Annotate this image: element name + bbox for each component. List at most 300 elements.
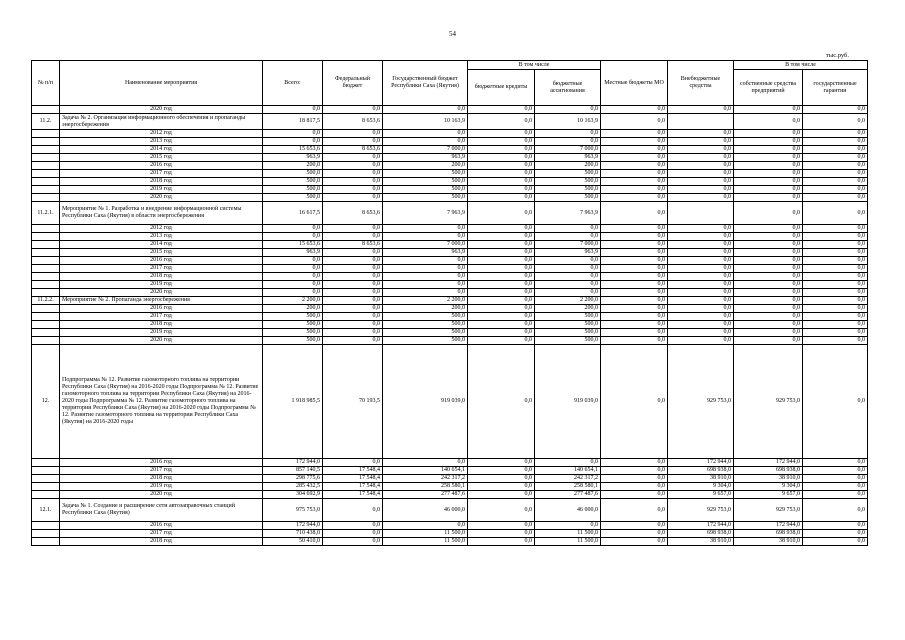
value-cell: 0,0 [263,233,323,241]
value-cell: 0,0 [535,233,601,241]
value-cell: 172 944,0 [734,459,803,467]
item-number [32,162,60,170]
page-number: 54 [449,30,456,38]
value-cell: 0,0 [734,194,803,202]
value-cell: 0,0 [601,281,668,289]
item-number [32,170,60,178]
value-cell: 38 910,0 [668,475,734,483]
value-cell: 0,0 [803,138,868,146]
value-cell: 0,0 [803,130,868,138]
item-row [32,499,868,522]
item-number [32,146,60,154]
value-cell: 0,0 [734,106,803,114]
value-cell: 0,0 [535,138,601,146]
value-cell [668,202,734,225]
item-row [32,202,868,225]
year-row [32,321,868,329]
value-cell: 2 200,0 [383,297,468,305]
year-label: 2018 год [60,538,263,546]
value-cell: 9 304,0 [734,483,803,491]
value-cell: 0,0 [323,106,383,114]
value-cell: 0,0 [468,522,535,530]
item-number [32,289,60,297]
value-cell: 0,0 [803,305,868,313]
value-cell: 0,0 [601,297,668,305]
value-cell: 0,0 [803,522,868,530]
value-cell: 963,9 [383,249,468,257]
value-cell: 0,0 [668,178,734,186]
value-cell: 0,0 [323,194,383,202]
value-cell: 0,0 [668,265,734,273]
value-cell: 18 817,5 [263,114,323,130]
value-cell: 11 500,0 [535,538,601,546]
value-cell: 0,0 [468,154,535,162]
year-label: 2019 год [60,483,263,491]
value-cell: 0,0 [734,321,803,329]
year-row [32,138,868,146]
value-cell: 0,0 [323,297,383,305]
value-cell: 500,0 [263,194,323,202]
value-cell: 8 653,6 [323,202,383,225]
value-cell: 0,0 [668,289,734,297]
value-cell: 7 000,0 [535,146,601,154]
value-cell: 0,0 [263,130,323,138]
value-cell: 17 548,4 [323,467,383,475]
year-label: 2013 год [60,233,263,241]
year-label: 2017 год [60,467,263,475]
value-cell: 0,0 [323,313,383,321]
value-cell: 0,0 [263,265,323,273]
value-cell: 0,0 [734,225,803,233]
header-regional: Государственный бюджет Республики Саха (Якутия) [383,61,468,106]
value-cell: 11 500,0 [535,530,601,538]
value-cell: 963,9 [263,249,323,257]
year-row [32,225,868,233]
value-cell: 0,0 [535,265,601,273]
value-cell: 0,0 [803,194,868,202]
item-name: Мероприятие № 2. Пропаганда энергосбережения [60,297,263,305]
value-cell: 0,0 [468,345,535,459]
value-cell: 0,0 [535,106,601,114]
value-cell: 0,0 [803,467,868,475]
value-cell: 698 938,0 [668,530,734,538]
value-cell: 0,0 [668,186,734,194]
value-cell: 0,0 [803,178,868,186]
value-cell: 0,0 [734,297,803,305]
year-label: 2020 год [60,289,263,297]
value-cell: 500,0 [535,178,601,186]
value-cell: 500,0 [535,194,601,202]
value-cell: 0,0 [323,170,383,178]
value-cell: 0,0 [668,170,734,178]
item-number [32,475,60,483]
value-cell: 7 000,0 [383,241,468,249]
value-cell: 0,0 [601,483,668,491]
item-number [32,106,60,114]
header-num: № п/п [32,61,60,106]
item-number [32,194,60,202]
year-label: 2018 год [60,273,263,281]
header-budget-allocations: бюджетные ассигнования [535,70,601,106]
value-cell: 0,0 [323,273,383,281]
value-cell: 11 500,0 [383,530,468,538]
value-cell: 0,0 [468,483,535,491]
value-cell: 0,0 [734,170,803,178]
value-cell: 0,0 [383,225,468,233]
value-cell: 929 753,0 [668,345,734,459]
year-label: 2014 год [60,146,263,154]
value-cell: 0,0 [734,249,803,257]
value-cell: 0,0 [323,265,383,273]
year-row [32,162,868,170]
value-cell: 0,0 [734,178,803,186]
year-row [32,491,868,499]
value-cell: 0,0 [803,499,868,522]
value-cell: 0,0 [601,273,668,281]
value-cell: 0,0 [803,225,868,233]
value-cell: 0,0 [468,459,535,467]
item-number [32,321,60,329]
year-row [32,233,868,241]
value-cell: 9 657,0 [668,491,734,499]
value-cell: 7 963,9 [535,202,601,225]
value-cell: 0,0 [383,281,468,289]
value-cell: 277 487,6 [535,491,601,499]
value-cell: 38 910,0 [668,538,734,546]
item-number: 12.1. [32,499,60,522]
value-cell: 0,0 [601,233,668,241]
value-cell: 0,0 [601,321,668,329]
item-number [32,522,60,530]
value-cell: 0,0 [803,345,868,459]
year-row [32,467,868,475]
value-cell: 285 432,5 [263,483,323,491]
value-cell: 0,0 [803,257,868,265]
value-cell: 0,0 [468,538,535,546]
value-cell: 963,9 [383,154,468,162]
value-cell: 0,0 [668,273,734,281]
value-cell: 0,0 [468,289,535,297]
item-number [32,491,60,499]
value-cell: 698 938,0 [734,530,803,538]
year-row [32,475,868,483]
value-cell: 0,0 [383,459,468,467]
value-cell: 0,0 [535,289,601,297]
value-cell: 0,0 [263,289,323,297]
value-cell: 0,0 [803,281,868,289]
header-federal: Федеральный бюджет [323,61,383,106]
value-cell: 1 918 985,5 [263,345,323,459]
value-cell: 0,0 [383,233,468,241]
value-cell: 242 317,2 [383,475,468,483]
year-label: 2017 год [60,170,263,178]
year-row [32,281,868,289]
value-cell: 0,0 [263,281,323,289]
value-cell: 0,0 [468,225,535,233]
value-cell: 304 692,9 [263,491,323,499]
header-incl-2: В том числе [734,61,868,70]
value-cell: 0,0 [263,106,323,114]
value-cell: 0,0 [668,106,734,114]
value-cell: 0,0 [803,249,868,257]
year-row [32,146,868,154]
value-cell: 0,0 [601,345,668,459]
value-cell: 0,0 [468,273,535,281]
value-cell: 0,0 [323,257,383,265]
value-cell: 0,0 [668,130,734,138]
value-cell: 919 039,0 [383,345,468,459]
value-cell: 929 753,0 [668,499,734,522]
value-cell: 0,0 [803,459,868,467]
value-cell: 0,0 [601,491,668,499]
value-cell: 0,0 [668,321,734,329]
item-row [32,297,868,305]
item-name: Подпрограмма № 12. Развитие газомоторного топлива на территории Республики Саха (Якутия) на 2016-2020 годы Подпрограмма № 12. Развитие газомоторного топлива на территории Республики Саха (Якутия) на 2016-2020 годы Подпрограмма № 12. Развитие газомоторного топлива на территории Республики Саха (Якутия) на 2016-2020 годы Подпрограмма № 12. Развитие газомоторного топлива на территории Республики Саха (Якутия) на 2016-2020 годы [60,345,263,459]
value-cell: 0,0 [803,146,868,154]
value-cell: 0,0 [383,273,468,281]
value-cell: 0,0 [468,530,535,538]
value-cell: 500,0 [383,313,468,321]
item-number [32,138,60,146]
value-cell: 0,0 [803,329,868,337]
header-local: Местные бюджеты МО [601,61,668,106]
year-label: 2018 год [60,321,263,329]
value-cell: 0,0 [323,249,383,257]
value-cell: 0,0 [803,530,868,538]
item-number [32,154,60,162]
value-cell: 17 548,4 [323,483,383,491]
value-cell: 0,0 [468,467,535,475]
value-cell: 70 193,5 [323,345,383,459]
value-cell: 0,0 [803,538,868,546]
value-cell: 0,0 [601,459,668,467]
value-cell: 0,0 [601,257,668,265]
year-row [32,522,868,530]
value-cell: 0,0 [383,522,468,530]
value-cell: 0,0 [323,337,383,345]
value-cell: 0,0 [468,194,535,202]
value-cell: 242 317,2 [535,475,601,483]
value-cell: 10 163,9 [383,114,468,130]
value-cell: 277 487,6 [383,491,468,499]
table-body [32,106,868,546]
header-total: Всего: [263,61,323,106]
value-cell: 929 753,0 [734,345,803,459]
value-cell: 0,0 [468,321,535,329]
year-label: 2019 год [60,281,263,289]
year-label: 2012 год [60,130,263,138]
year-label: 2012 год [60,225,263,233]
item-number [32,265,60,273]
value-cell: 2 200,0 [263,297,323,305]
value-cell: 0,0 [803,170,868,178]
year-row [32,337,868,345]
value-cell: 0,0 [803,297,868,305]
value-cell: 0,0 [601,499,668,522]
value-cell: 0,0 [668,337,734,345]
year-row [32,265,868,273]
value-cell: 0,0 [468,202,535,225]
year-row [32,154,868,162]
header-own-funds: собственные средства предприятий [734,70,803,106]
value-cell: 0,0 [668,329,734,337]
value-cell: 0,0 [323,305,383,313]
value-cell: 0,0 [734,138,803,146]
year-label: 2018 год [60,178,263,186]
value-cell: 0,0 [803,114,868,130]
units-label: тыс.руб. [826,52,849,59]
year-row [32,273,868,281]
value-cell: 0,0 [535,130,601,138]
item-number [32,313,60,321]
value-cell: 0,0 [323,522,383,530]
value-cell: 0,0 [468,241,535,249]
value-cell: 0,0 [383,265,468,273]
year-label: 2016 год [60,257,263,265]
value-cell: 0,0 [803,289,868,297]
value-cell: 172 944,0 [263,459,323,467]
year-label: 2019 год [60,186,263,194]
year-label: 2020 год [60,491,263,499]
value-cell: 0,0 [668,154,734,162]
value-cell: 0,0 [468,305,535,313]
value-cell: 0,0 [601,475,668,483]
value-cell: 200,0 [383,305,468,313]
item-number [32,281,60,289]
value-cell: 0,0 [668,194,734,202]
value-cell: 0,0 [734,289,803,297]
value-cell: 0,0 [468,106,535,114]
value-cell: 0,0 [383,257,468,265]
value-cell: 0,0 [323,321,383,329]
value-cell: 258 580,1 [535,483,601,491]
value-cell: 0,0 [468,475,535,483]
value-cell: 0,0 [601,530,668,538]
item-number [32,538,60,546]
value-cell: 0,0 [668,225,734,233]
value-cell: 0,0 [468,499,535,522]
item-number [32,233,60,241]
value-cell: 0,0 [263,225,323,233]
value-cell: 0,0 [323,233,383,241]
year-row [32,194,868,202]
year-row [32,170,868,178]
value-cell: 9 304,0 [668,483,734,491]
value-cell: 0,0 [803,233,868,241]
value-cell: 0,0 [323,130,383,138]
year-row [32,178,868,186]
value-cell: 0,0 [323,499,383,522]
value-cell: 0,0 [734,313,803,321]
value-cell: 46 000,0 [383,499,468,522]
value-cell: 0,0 [601,337,668,345]
header-name: Наименование мероприятия [60,61,263,106]
value-cell: 0,0 [803,321,868,329]
value-cell: 200,0 [263,162,323,170]
year-label: 2017 год [60,265,263,273]
value-cell: 0,0 [323,538,383,546]
year-row [32,459,868,467]
value-cell: 0,0 [601,225,668,233]
year-row [32,130,868,138]
value-cell: 0,0 [383,106,468,114]
value-cell: 172 944,0 [734,522,803,530]
value-cell: 0,0 [323,459,383,467]
value-cell: 0,0 [468,297,535,305]
value-cell: 0,0 [323,178,383,186]
value-cell: 0,0 [668,162,734,170]
value-cell: 0,0 [468,249,535,257]
value-cell: 0,0 [668,305,734,313]
value-cell: 0,0 [734,162,803,170]
year-row [32,305,868,313]
value-cell: 500,0 [263,329,323,337]
value-cell: 710 438,0 [263,530,323,538]
value-cell: 698 938,0 [734,467,803,475]
item-name: Задача № 1. Создание и расширение сети автозаправочных станций Республики Саха (Якутия) [60,499,263,522]
value-cell: 7 963,9 [383,202,468,225]
value-cell: 0,0 [803,273,868,281]
value-cell: 963,9 [535,154,601,162]
value-cell: 0,0 [734,241,803,249]
value-cell: 500,0 [263,337,323,345]
value-cell: 500,0 [383,321,468,329]
value-cell: 38 910,0 [734,538,803,546]
value-cell: 500,0 [535,321,601,329]
value-cell: 500,0 [383,170,468,178]
value-cell: 975 753,0 [263,499,323,522]
value-cell: 0,0 [734,257,803,265]
value-cell: 0,0 [263,138,323,146]
item-number [32,186,60,194]
year-label: 2020 год [60,337,263,345]
value-cell: 963,9 [263,154,323,162]
value-cell: 298 775,6 [263,475,323,483]
value-cell: 500,0 [535,337,601,345]
value-cell: 0,0 [263,273,323,281]
value-cell: 0,0 [734,114,803,130]
value-cell: 0,0 [468,146,535,154]
year-row [32,313,868,321]
year-row [32,329,868,337]
value-cell: 0,0 [468,162,535,170]
value-cell: 0,0 [535,225,601,233]
value-cell: 8 653,6 [323,146,383,154]
value-cell: 0,0 [468,491,535,499]
value-cell: 919 039,0 [535,345,601,459]
value-cell: 172 944,0 [668,522,734,530]
value-cell: 0,0 [535,257,601,265]
year-label: 2016 год [60,522,263,530]
item-number [32,483,60,491]
value-cell: 0,0 [468,170,535,178]
item-number: 11.2.1. [32,202,60,225]
value-cell: 0,0 [803,313,868,321]
item-number [32,305,60,313]
value-cell: 0,0 [601,114,668,130]
value-cell: 0,0 [601,194,668,202]
value-cell: 0,0 [468,313,535,321]
item-number [32,329,60,337]
value-cell: 0,0 [734,273,803,281]
year-row [32,530,868,538]
value-cell: 500,0 [263,178,323,186]
item-number [32,467,60,475]
item-number [32,337,60,345]
value-cell: 0,0 [468,281,535,289]
year-label: 2016 год [60,162,263,170]
value-cell: 0,0 [803,483,868,491]
